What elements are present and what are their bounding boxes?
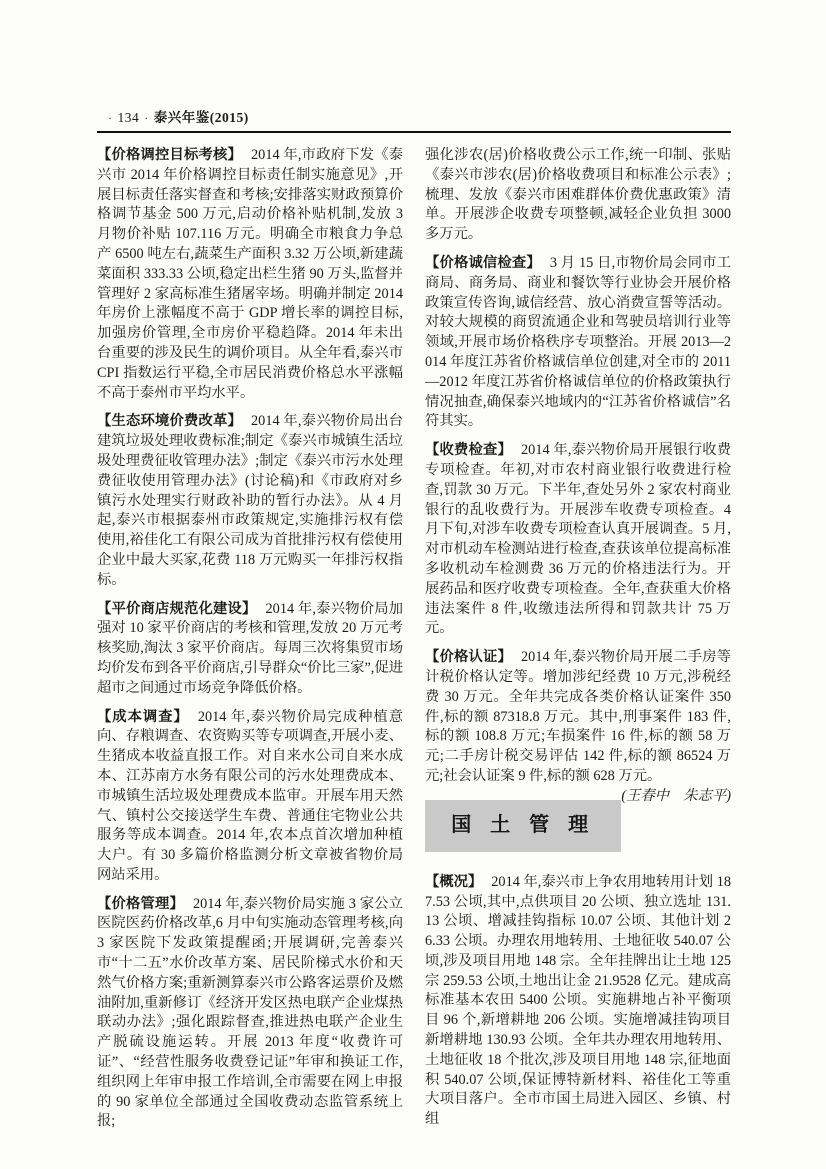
section-eco-environment-price-reform (97, 412, 403, 590)
section-body: 2014 年,泰兴物价局完成种植意向、存粮调查、农资购买等专项调查,开展小麦、生猪成本收益直报工作。对自来水公司自来水成本、江苏南方水务有限公司的污水处理费成本、市城镇生活垃圾处理费成本监审。开展车用天然气、镇村公交接送学生车费、普通住宅物业公共服务等成本调查。2014 年,农本点首次增加种植大户。有 30 多篇价格监测分析文章被省物价局网站采用。 (97, 708, 404, 883)
section-title: 【成本调查】 (97, 708, 189, 725)
section-price-certification (425, 648, 731, 804)
section-title: 【收费检查】 (425, 442, 513, 459)
section-title: 【价格认证】 (425, 649, 513, 666)
page-header (103, 106, 731, 126)
section-title: 【平价商店规范化建设】 (97, 600, 257, 617)
section-overview (425, 873, 731, 1130)
section-title: 【概况】 (425, 873, 483, 890)
header-bullet-left: · (108, 111, 113, 125)
section-body: 2014 年,泰兴物价局实施 3 家公立医院医药价格改革,6 月中旬实施动态管理考核,向 3 家医院下发政策提醒函;开展调研,完善泰兴市“十二五”水价改革方案、居民阶梯式水价和天然气价格方案;重新测算泰兴市公路客运票价及燃油附加,重新修订《经济开发区热电联产企业煤热联动办法》;强化跟踪督查,推进热电联产企业生产脱硫设施运转。开展 2013 年度“收费许可证”、“经营性服务收费登记证”年审和换证工作,组织网上年审申报工作培训,全市需要在网上申报的 90 家单位全部通过全国收费动态监管系统上报; (97, 895, 403, 1130)
section-body: 2014 年,泰兴物价局加强对 10 家平价商店的考核和管理,发放 20 万元考核奖励,淘汰 3 家平价商店。每周三次将集贸市场均价发布到各平价商店,引导群众“价比三家”,促进超市之间通过市场竞争降低价格。 (97, 600, 403, 696)
section-cost-survey (97, 708, 403, 886)
section-title: 【价格诚信检查】 (425, 254, 541, 271)
section-banner-land-management: 国 土 管 理 (425, 800, 621, 852)
book-title: 泰兴年鉴(2015) (153, 110, 249, 125)
continuation-paragraph: 强化涉农(居)价格收费公示工作,统一印制、张贴《泰兴市涉农(居)价格收费项目和标准公示表》;梳理、发放《泰兴市困难群体价费优惠政策》清单。开展涉企收费专项整顿,减轻企业负担 3000 多万元。 (425, 147, 731, 243)
section-body: 2014 年,泰兴市上争农用地转用计划 187.53 公顷,其中,点供项目 20 公顷、独立选址 131.13 公顷、增减挂钩指标 10.07 公顷、其他计划 26.33 公顷。办理农用地转用、土地征收 540.07 公顷,涉及项目用地 148 宗。全年挂牌出让土地 125 宗 259.53 公顷,土地出让金 21.9528 亿元。建成高标准基本农田 5400 公顷。实施耕地占补平衡项目 96 个,新增耕地 206 公顷。实施增减挂钩项目新增耕地 130.93 公顷。全年共办理农用地转用、土地征收 18 个批次,涉及项目用地 148 宗,征地面积 540.07 公顷,保证博特新材料、裕佳化工等重大项目落户。全市市国土局进入园区、乡镇、村组 (425, 873, 731, 1128)
section-body: 3 月 15 日,市物价局会同市工商局、商务局、商业和餐饮等行业协会开展价格政策宣传咨询,诚信经营、放心消费宣誓等活动。对较大规模的商贸流通企业和驾驶员培训行业等领域,开展市场价格秩序专项整治。开展 2013—2014 年度江苏省价格诚信单位创建,对全市的 2011—2012 年度江苏省价格诚信单位的价格政策执行情况抽查,确保泰兴地域内的“江苏省价格诚信”名符其实。 (425, 254, 732, 430)
header-bullet-right: · (144, 111, 149, 125)
section-body: 2014 年,市政府下发《泰兴市 2014 年价格调控目标责任制实施意见》,开展目标责任落实督查和考核;安排落实财政预算价格调节基金 500 万元,启动价格补贴机制,发放 3 月物价补贴 107.116 万元。明确全市粮食力争总产 6500 吨左右,蔬菜生产面积 3.32 万公顷,新建蔬菜面积 333.33 公顷,稳定出栏生猪 90 万头,监督并管理好 2 家高标准生猪屠宰场。明确并制定 2014 年房价上涨幅度不高于 GDP 增长率的调控目标,加强房价管理,全市房价平稳趋降。2014 年未出台重要的涉及民生的调价项目。从全年看,泰兴市 CPI 指数运行平稳,全市居民消费价格总水平涨幅不高于泰州市平均水平。 (97, 147, 403, 401)
header-rule (97, 131, 731, 133)
section-fair-price-shops (97, 600, 403, 699)
section-title: 【价格管理】 (97, 895, 184, 912)
two-column-body (97, 146, 731, 1141)
section-price-integrity-inspection (425, 254, 731, 432)
section-price-control-target (97, 146, 403, 403)
section-body: 2014 年,泰兴物价局出台建筑垃圾处理收费标准;制定《泰兴市城镇生活垃圾处理费征收管理办法》;制定《泰兴市污水处理费征收使用管理办法》(讨论稿)和《市政府对乡镇污水处理实行财政补助的暂行办法》。从 4 月起,泰兴市根据泰州市政策规定,实施排污权有偿使用,裕佳化工有限公司成为首批排污权有偿使用企业中最大买家,花费 118 万元购买一年排污权指标。 (97, 413, 403, 588)
left-column (97, 146, 403, 1141)
section-title: 【生态环境价费改革】 (97, 413, 243, 430)
right-column (425, 146, 731, 1141)
section-fee-inspection (425, 441, 731, 639)
page-number: 134 (117, 110, 140, 125)
author-signature: (王春中 朱志平) (621, 787, 731, 804)
section-title: 【价格调控目标考核】 (97, 147, 243, 163)
section-body: 2014 年,泰兴物价局开展银行收费专项检查。年初,对市农村商业银行收费进行检查,罚款 30 万元。下半年,查处另外 2 家农村商业银行的乱收费行为。开展涉车收费专项检查。4 月下旬,对涉车收费专项检查认真开展调查。5 月,对市机动车检测站进行检查,查获该单位提高标准多收机动车检测费 36 万元的价格违法行为。开展药品和医疗收费专项检查。全年,查获重大价格违法案件 8 件,收缴违法所得和罚款共计 75 万元。 (425, 442, 731, 637)
section-body: 2014 年,泰兴物价局开展二手房等计税价格认定等。增加涉纪经费 10 万元,涉税经费 30 万元。全年共完成各类价格认证案件 350 件,标的额 87318.8 万元。其中,刑事案件 183 件,标的额 108.8 万元;车损案件 16 件,标的额 58 万元;二手房计税交易评估 142 件,标的额 86524 万元;社会认证案 9 件,标的额 628 万元。 (425, 649, 731, 784)
section-price-management (97, 895, 403, 1133)
